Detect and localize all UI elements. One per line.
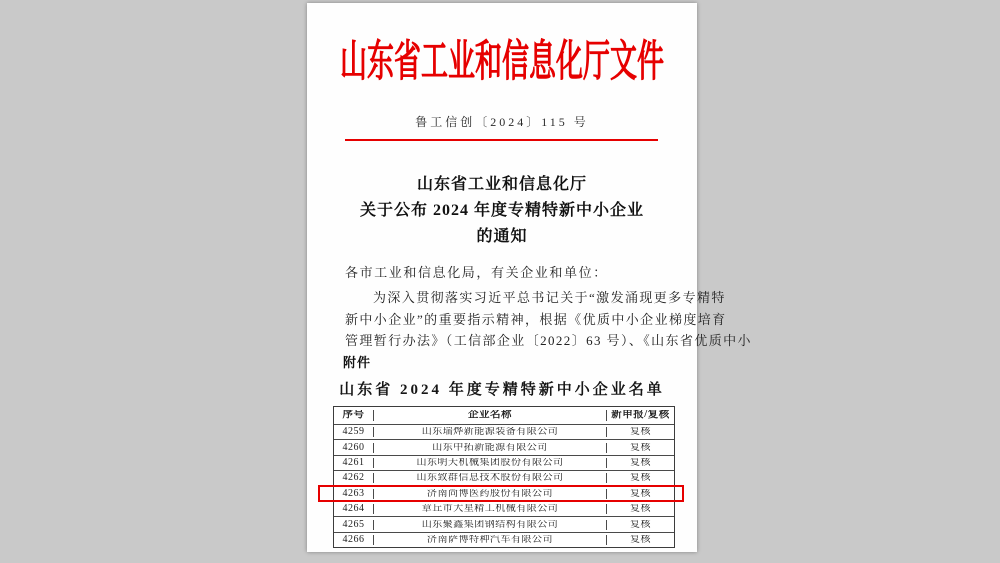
table-row [334, 439, 674, 454]
table-row [334, 501, 674, 516]
column-header-company: 企业名称 [374, 410, 607, 421]
salutation-line: 各市工业和信息化局，有关企业和单位： [345, 265, 608, 280]
notice-title-line: 的通知 [476, 228, 528, 245]
table-body [334, 424, 674, 547]
company-name-cell: 山东聚鑫集团钢结构有限公司 [374, 520, 607, 530]
row-number-cell: 4259 [334, 427, 374, 437]
review-status-cell: 复核 [630, 442, 651, 453]
body-line: 管理暂行办法》（工信部企业〔2022〕63 号）、《山东省优质中小 [345, 333, 752, 348]
table-row [334, 455, 674, 470]
table-row [334, 470, 674, 485]
attachment-label: 附件 [343, 355, 372, 370]
review-status-cell: 复核 [630, 488, 651, 499]
body-paragraph [345, 287, 752, 352]
review-status-cell: 复核 [630, 427, 651, 438]
row-number-cell: 4260 [334, 443, 374, 453]
review-status-cell: 复核 [630, 519, 651, 530]
red-divider-rule [345, 139, 658, 141]
column-header-status: 新申报/复核 [611, 410, 670, 421]
notice-title-line: 山东省工业和信息化厅 [416, 176, 587, 193]
table-row [334, 486, 674, 501]
table-row [334, 424, 674, 439]
table-header-row [334, 407, 674, 424]
attachment-table-title: 山东省 2024 年度专精特新中小企业名单 [339, 382, 665, 398]
company-table [333, 406, 675, 548]
row-number-cell: 4265 [334, 520, 374, 530]
document-page [307, 3, 752, 552]
column-header-no: 序号 [334, 410, 374, 421]
company-name-cell: 山东中拓新能源有限公司 [374, 443, 607, 453]
table-row [334, 516, 674, 531]
review-status-cell: 复核 [630, 504, 651, 515]
body-line: 为深入贯彻落实习近平总书记关于“激发涌现更多专精特 [373, 290, 726, 305]
company-name-cell: 山东瑞烨新能源装备有限公司 [374, 427, 607, 437]
row-number-cell: 4266 [334, 535, 374, 545]
review-status-cell: 复核 [630, 473, 651, 484]
review-status-cell: 复核 [630, 457, 651, 468]
document-number: 鲁工信创〔2024〕115 号 [415, 115, 589, 129]
letterhead-title: 山东省工业和信息化厅文件 [340, 37, 664, 86]
company-name-cell: 章丘市大星精工机械有限公司 [374, 504, 607, 514]
company-name-cell: 济南萨博特种汽车有限公司 [374, 535, 607, 545]
company-name-cell: 济南尚博医药股份有限公司 [374, 489, 607, 499]
row-number-cell: 4261 [334, 458, 374, 468]
company-name-cell: 山东明天机械集团股份有限公司 [374, 458, 607, 468]
row-number-cell: 4263 [334, 489, 374, 499]
table-row [334, 532, 674, 547]
body-line: 新中小企业”的重要指示精神，根据《优质中小企业梯度培育 [345, 311, 727, 327]
company-name-cell: 山东致群信息技术股份有限公司 [374, 473, 607, 483]
notice-title-line: 关于公布 2024 年度专精特新中小企业 [359, 202, 644, 219]
review-status-cell: 复核 [630, 534, 651, 545]
row-number-cell: 4264 [334, 504, 374, 514]
notice-title [307, 172, 697, 250]
row-number-cell: 4262 [334, 473, 374, 483]
